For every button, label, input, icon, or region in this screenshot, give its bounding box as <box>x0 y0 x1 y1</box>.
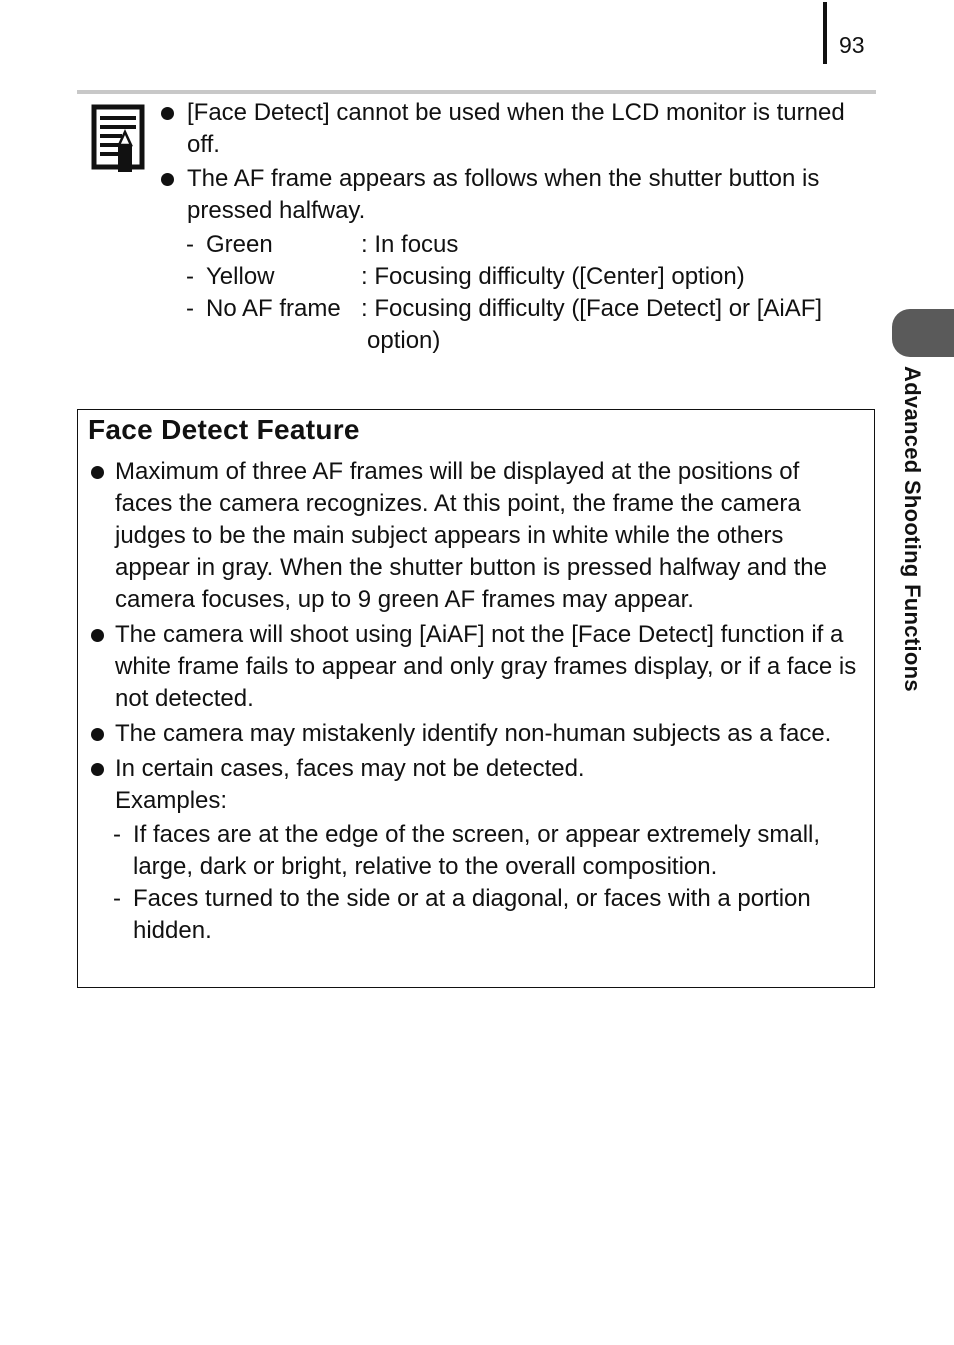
af-frame-meaning: : Focusing difficulty ([Center] option) <box>361 263 745 290</box>
bullet-dot <box>91 629 104 642</box>
memo-icon <box>91 104 145 174</box>
af-frame-row <box>186 229 880 261</box>
af-frame-color: Green <box>206 231 273 258</box>
feature-bullet <box>88 753 863 817</box>
example-item <box>88 883 863 947</box>
dash: - <box>113 821 121 848</box>
feature-bullet <box>88 456 863 616</box>
feature-text: The camera will shoot using [AiAF] not the [Face Detect] function if a white frame fails to appear and only gray frames display, or if a face is not detected. <box>115 621 857 712</box>
feature-text: Maximum of three AF frames will be displayed at the positions of faces the camera recognizes. At this point, the frame the camera judges to be the main subject appears in white while the others appear in gray. When the shutter button is pressed halfway and the camera focuses, up to 9 green AF frames may appear. <box>115 458 827 613</box>
af-frame-color: Yellow <box>206 263 275 290</box>
example-item <box>88 819 863 883</box>
af-frame-meaning: : In focus <box>361 231 459 258</box>
chapter-title: Advanced Shooting Functions <box>900 366 925 692</box>
note-bullet <box>160 97 880 161</box>
af-frame-meaning: : Focusing difficulty ([Face Detect] or [AiAF] option) <box>361 295 823 354</box>
feature-text: In certain cases, faces may not be detected. <box>115 755 585 782</box>
bullet-dot <box>161 173 174 186</box>
af-frame-table <box>186 229 880 357</box>
bullet-dot <box>91 763 104 776</box>
bullet-dot <box>91 466 104 479</box>
feature-list <box>88 456 863 947</box>
note-text: The AF frame appears as follows when the shutter button is pressed halfway. <box>187 165 820 224</box>
examples-label: Examples: <box>115 787 228 814</box>
af-frame-color: No AF frame <box>206 295 341 322</box>
bullet-dot <box>161 107 174 120</box>
af-frame-row <box>186 293 880 357</box>
dash: - <box>113 885 121 912</box>
page-number-bar <box>823 2 827 64</box>
page-number: 93 <box>839 32 865 58</box>
af-frame-row <box>186 261 880 293</box>
note-list <box>160 97 880 357</box>
face-detect-feature-box <box>77 409 875 988</box>
bullet-dot <box>91 728 104 741</box>
feature-title: Face Detect Feature <box>88 414 360 445</box>
feature-text: The camera may mistakenly identify non-human subjects as a face. <box>115 720 832 747</box>
note-bullet <box>160 163 880 227</box>
example-text: Faces turned to the side or at a diagonal, or faces with a portion hidden. <box>133 885 811 944</box>
chapter-tab <box>892 309 954 357</box>
example-text: If faces are at the edge of the screen, or appear extremely small, large, dark or bright, relative to the overall composition. <box>133 821 821 880</box>
note-text: [Face Detect] cannot be used when the LCD monitor is turned off. <box>187 99 845 158</box>
feature-bullet <box>88 718 863 750</box>
dash: - <box>186 263 194 290</box>
feature-bullet <box>88 619 863 715</box>
dash: - <box>186 295 194 322</box>
dash: - <box>186 231 194 258</box>
top-rule <box>77 90 876 94</box>
